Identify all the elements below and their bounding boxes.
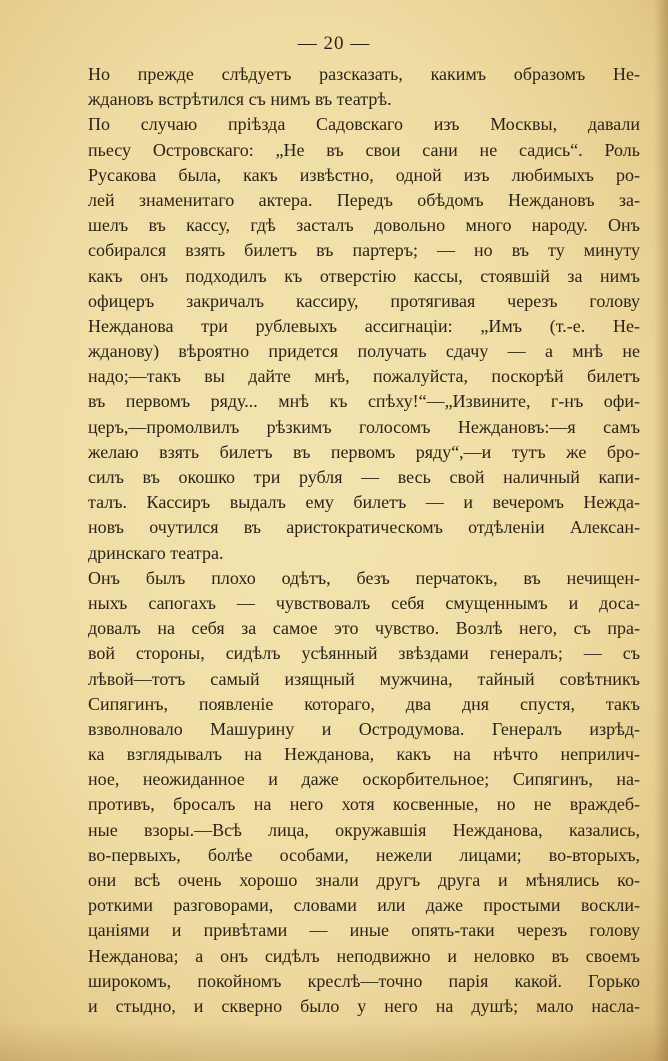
text-line: силъ въ окошко три рубля — весь свой наличный капи- <box>88 467 640 487</box>
page-bottom-shadow <box>0 1021 668 1061</box>
text-line: и стыдно, и скверно было у него на душѣ; мало насла- <box>88 995 640 1016</box>
text-line: ное, неожиданное и даже оскорбительное; Сипягинъ, на- <box>88 769 640 790</box>
text-line: во-первыхъ, болѣе особами, нежели лицами; во-вторыхъ, <box>88 844 640 865</box>
text-line: новъ очутился въ аристократическомъ отдѣленіи Алексан- <box>88 517 640 538</box>
text-line: они всѣ очень хорошо знали другъ друга и мѣнялись ко- <box>88 870 640 890</box>
text-line: желаю взять билетъ въ первомъ ряду“,—и тутъ же бро- <box>88 441 640 462</box>
text-line: лей знаменитаго актера. Передъ обѣдомъ Неждановъ за- <box>88 189 640 210</box>
text-line: Русакова была, какъ извѣстно, одной изъ любимыхъ ро- <box>88 164 640 185</box>
text-line: талъ. Кассиръ выдалъ ему билетъ — и вечеромъ Нежда- <box>88 492 640 513</box>
text-line: въ первомъ ряду... мнѣ къ спѣху!“—„Извините, г-нъ офи- <box>88 391 640 412</box>
text-line: ка взглядывалъ на Нежданова, какъ на нѣчто неприлич- <box>88 744 640 765</box>
text-line: дринскаго театра. <box>88 542 224 563</box>
text-line: шелъ въ кассу, гдѣ засталъ довольно много народу. Онъ <box>88 215 640 236</box>
text-line: широкомъ, покойномъ креслѣ—точно парія какой. Горько <box>88 970 640 991</box>
text-line: ждановъ встрѣтился съ нимъ въ театрѣ. <box>88 89 392 110</box>
text-line: церъ,—промолвилъ рѣзкимъ голосомъ Неждановъ:—я самъ <box>88 416 640 437</box>
text-line: ные взоры.—Всѣ лица, окружавшія Нежданова, казались, <box>88 819 640 840</box>
text-line: роткими разговорами, словами или даже простыми воскли- <box>88 895 640 916</box>
body-text <box>88 62 640 1019</box>
text-line: надо;—такъ вы дайте мнѣ, пожалуйста, поскорѣй билетъ <box>88 366 640 387</box>
page-number: — 20 — <box>297 33 371 54</box>
text-line: какъ онъ подходилъ къ отверстію кассы, стоявшій за нимъ <box>88 265 640 286</box>
text-line: цаніями и привѣтами — иные опять-таки черезъ голову <box>88 920 640 941</box>
text-line: довалъ на себя за самое это чувство. Возлѣ него, съ пра- <box>88 618 640 639</box>
text-line: вой стороны, сидѣлъ усѣянный звѣздами генералъ; — съ <box>88 643 640 664</box>
text-line: По случаю пріѣзда Садовскаго изъ Москвы, давали <box>88 114 640 135</box>
text-line: лѣвой—тотъ самый изящный мужчина, тайный совѣтникъ <box>88 668 640 689</box>
text-line: Нежданова три рублевыхъ ассигнаціи: „Имъ (т.-е. Не- <box>88 315 640 336</box>
page-edge-shadow <box>654 0 668 1061</box>
text-line: пьесу Островскаго: „Не въ свои сани не садись“. Роль <box>88 139 640 160</box>
text-line: противъ, бросалъ на него хотя косвенные, но не враждеб- <box>88 794 640 815</box>
text-line: ныхъ сапогахъ — чувствовалъ себя смущеннымъ и доса- <box>88 592 640 613</box>
text-line: взволновало Машурину и Остродумова. Генералъ изрѣд- <box>88 718 640 739</box>
text-line: собирался взять билетъ въ партеръ; — но въ ту минуту <box>88 240 640 261</box>
text-line: офицеръ закричалъ кассиру, протягивая черезъ голову <box>88 290 640 311</box>
text-line: жданову) вѣроятно придется получать сдачу — а мнѣ не <box>88 341 640 362</box>
text-line: Нежданова; а онъ сидѣлъ неподвижно и неловко въ своемъ <box>88 945 640 966</box>
text-line: Онъ былъ плохо одѣтъ, безъ перчатокъ, въ нечищен- <box>88 567 640 588</box>
text-line: Сипягинъ, появленіе котораго, два дня спустя, такъ <box>88 693 640 714</box>
text-line: Но прежде слѣдуетъ разсказать, какимъ образомъ Не- <box>88 64 640 84</box>
